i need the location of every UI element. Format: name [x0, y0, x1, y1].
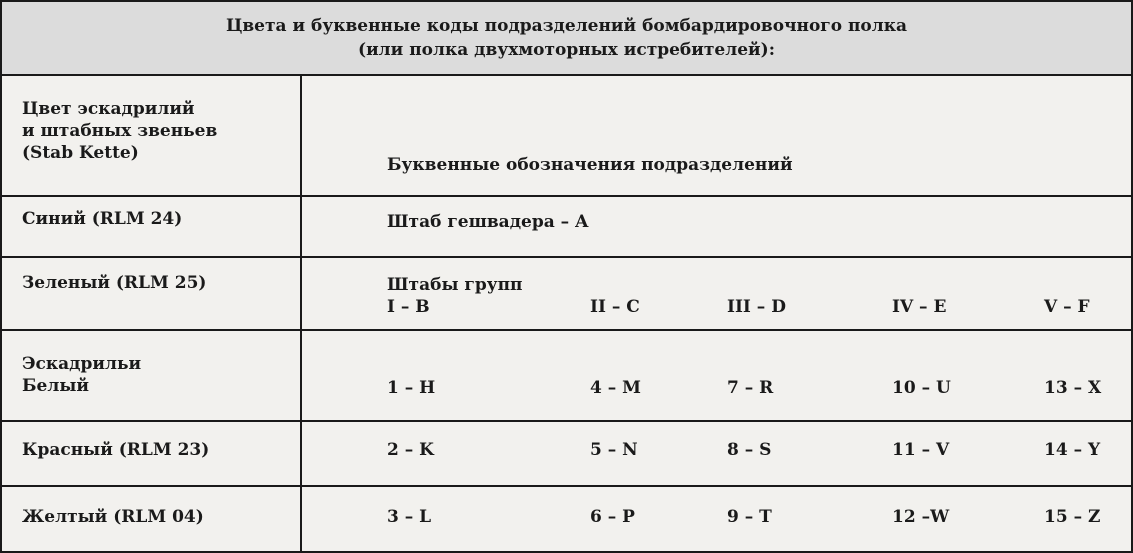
- code-cell: 10 – U: [892, 378, 951, 398]
- code-cell: 8 – S: [727, 440, 772, 460]
- table-row-color: Зеленый (RLM 25): [22, 273, 207, 293]
- row-note: Штабы групп: [387, 275, 523, 295]
- code-cell: IV – E: [892, 297, 947, 317]
- code-cell: 4 – M: [590, 378, 641, 398]
- table-row-color: Синий (RLM 24): [22, 209, 183, 229]
- table-row-color: Желтый (RLM 04): [22, 507, 204, 527]
- code-cell: 9 – T: [727, 507, 772, 527]
- code-cell: 14 – Y: [1044, 440, 1101, 460]
- row-note: Штаб гешвадера – A: [387, 212, 589, 232]
- code-cell: 13 – X: [1044, 378, 1102, 398]
- code-cell: 12 –W: [892, 507, 950, 527]
- row-divider: [2, 256, 1131, 258]
- code-cell: 15 – Z: [1044, 507, 1101, 527]
- table-title: [2, 2, 1131, 76]
- color-column-header: Цвет эскадрилий и штабных звеньев (Stab Kette): [22, 99, 218, 163]
- code-cell: 3 – L: [387, 507, 432, 527]
- codes-column-header: Буквенные обозначения подразделений: [387, 155, 793, 175]
- code-cell: 6 – P: [590, 507, 635, 527]
- row-divider: [2, 195, 1131, 197]
- code-cell: III – D: [727, 297, 786, 317]
- title-line-2: (или полка двухмоторных истребителей):: [358, 40, 775, 60]
- title-line-1: Цвета и буквенные коды подразделений бомбардировочного полка: [225, 16, 908, 36]
- row-divider: [2, 420, 1131, 422]
- code-cell: 5 – N: [590, 440, 638, 460]
- table-row-color: Эскадрильи Белый: [22, 354, 142, 396]
- code-cell: 2 – K: [387, 440, 434, 460]
- column-divider: [300, 76, 302, 551]
- table-row-color: Красный (RLM 23): [22, 440, 210, 460]
- code-cell: II – C: [590, 297, 640, 317]
- code-cell: 7 – R: [727, 378, 774, 398]
- code-cell: 11 – V: [892, 440, 950, 460]
- code-cell: 1 – H: [387, 378, 436, 398]
- code-cell: V – F: [1044, 297, 1090, 317]
- row-divider: [2, 485, 1131, 487]
- code-cell: I – B: [387, 297, 430, 317]
- row-divider: [2, 329, 1131, 331]
